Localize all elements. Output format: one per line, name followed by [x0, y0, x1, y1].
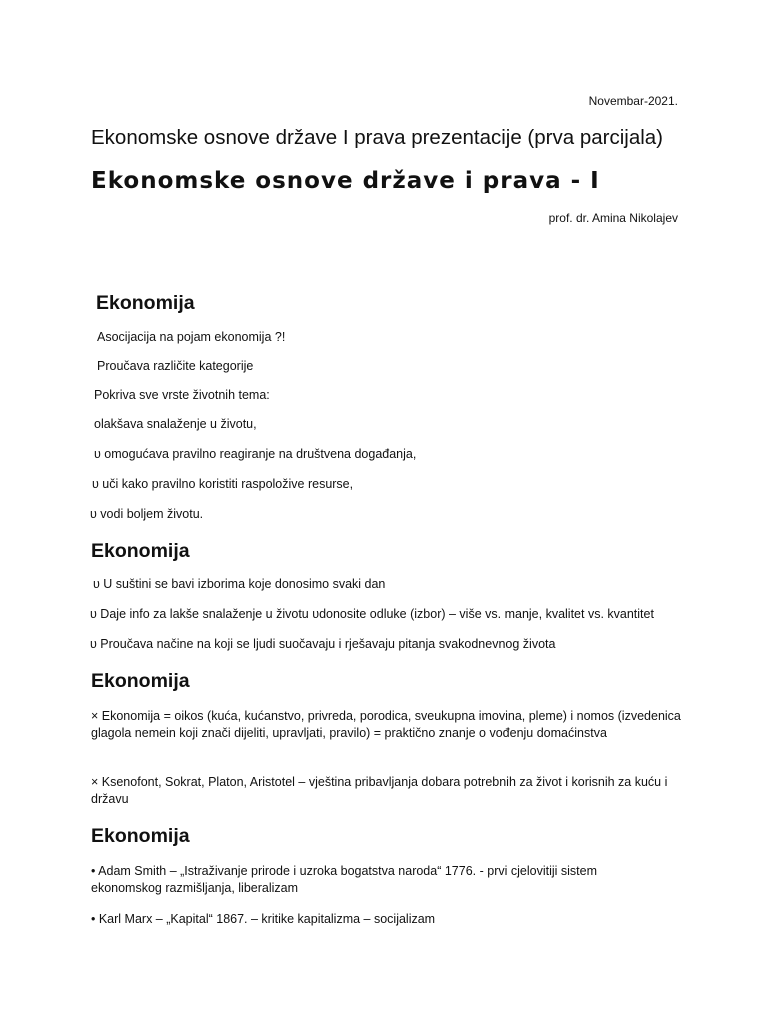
section-line: • Karl Marx – „Kapital“ 1867. – kritike kapitalizma – socijalizam: [91, 912, 436, 926]
section-line: υ Proučava načine na koji se ljudi suočavaju i rješavaju pitanja svakodnevnog života: [90, 637, 556, 651]
section-heading: Ekonomija: [91, 670, 190, 692]
section-paragraph: × Ksenofont, Sokrat, Platon, Aristotel – vještina pribavljanja dobara potrebnih za život i korisnih za kuću i državu: [91, 775, 668, 806]
section-line: υ uči kako pravilno koristiti raspoložive resurse,: [92, 477, 354, 491]
section-paragraph: • Adam Smith – „Istraživanje prirode i uzroka bogatstva naroda“ 1776. - prvi cjelovitiji sistem ekonomskog razmišljanja, liberalizam: [91, 864, 597, 895]
section-line: Pokriva sve vrste životnih tema:: [94, 388, 270, 402]
document-subtitle: Ekonomske osnove države i prava - I: [91, 168, 600, 194]
section-heading: Ekonomija: [91, 540, 190, 562]
section-line: υ omogućava pravilno reagiranje na društvena događanja,: [94, 447, 417, 461]
section-line: Proučava različite kategorije: [97, 359, 254, 373]
section-line: olakšava snalaženje u životu,: [94, 417, 257, 431]
section-line: υ U suštini se bavi izborima koje donosimo svaki dan: [93, 577, 386, 591]
section-line: Asocijacija na pojam ekonomija ?!: [97, 330, 286, 344]
section-paragraph: × Ekonomija = oikos (kuća, kućanstvo, privreda, porodica, sveukupna imovina, pleme) i nomos (izvedenica glagola nemein koji znači dijeliti, upravljati, pravilo) = praktično znanje o vođenju domaćinstva: [91, 709, 681, 740]
document-author: prof. dr. Amina Nikolajev: [548, 211, 678, 225]
section-line: υ Daje info za lakše snalaženje u životu υdonosite odluke (izbor) – više vs. manje, kvalitet vs. kvantitet: [90, 607, 654, 621]
section-heading: Ekonomija: [91, 825, 190, 847]
document-date: Novembar-2021.: [588, 94, 678, 108]
section-heading: Ekonomija: [96, 292, 195, 314]
section-line: υ vodi boljem životu.: [90, 507, 204, 521]
document-title: Ekonomske osnove države I prava prezentacije (prva parcijala): [91, 126, 663, 149]
